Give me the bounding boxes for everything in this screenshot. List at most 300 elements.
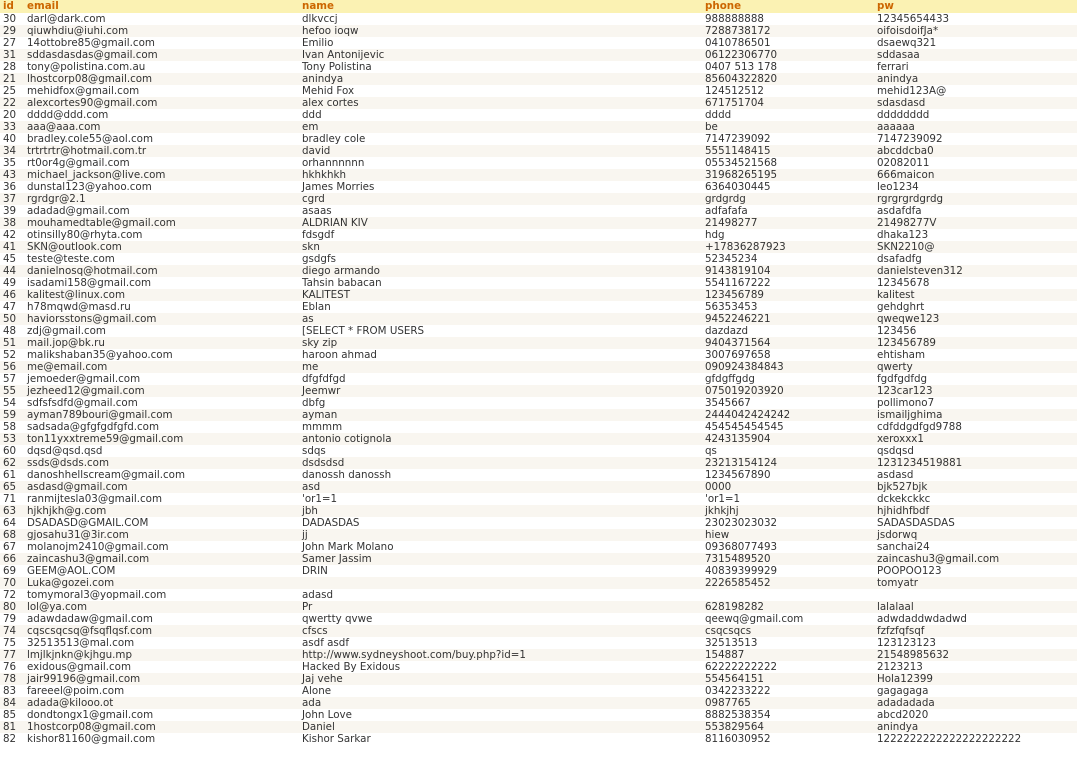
cell-id: 70 <box>0 577 24 589</box>
cell-id: 69 <box>0 565 24 577</box>
cell-pw: Hola12399 <box>874 673 1077 685</box>
table-row <box>0 469 1077 481</box>
cell-email: lol@ya.com <box>24 601 299 613</box>
table-row <box>0 25 1077 37</box>
table-row <box>0 709 1077 721</box>
cell-pw: 02082011 <box>874 157 1077 169</box>
cell-pw: 7147239092 <box>874 133 1077 145</box>
table-row <box>0 49 1077 61</box>
cell-name: antonio cotignola <box>299 433 702 445</box>
table-row <box>0 37 1077 49</box>
cell-id: 65 <box>0 481 24 493</box>
cell-id: 71 <box>0 493 24 505</box>
cell-phone: 0410786501 <box>702 37 874 49</box>
cell-phone: 9143819104 <box>702 265 874 277</box>
table-row <box>0 85 1077 97</box>
cell-name: ayman <box>299 409 702 421</box>
table-row <box>0 349 1077 361</box>
cell-pw: fzfzfqfsqf <box>874 625 1077 637</box>
table-row <box>0 121 1077 133</box>
cell-email: jair99196@gmail.com <box>24 673 299 685</box>
cell-phone: 124512512 <box>702 85 874 97</box>
cell-name: Mehid Fox <box>299 85 702 97</box>
cell-pw: jsdorwq <box>874 529 1077 541</box>
cell-email: mehidfox@gmail.com <box>24 85 299 97</box>
cell-name: Pr <box>299 601 702 613</box>
cell-pw: anindya <box>874 721 1077 733</box>
table-row <box>0 361 1077 373</box>
cell-pw: danielsteven312 <box>874 265 1077 277</box>
cell-id: 74 <box>0 625 24 637</box>
cell-email: teste@teste.com <box>24 253 299 265</box>
cell-id: 77 <box>0 649 24 661</box>
table-row <box>0 313 1077 325</box>
cell-id: 50 <box>0 313 24 325</box>
cell-name: John Love <box>299 709 702 721</box>
cell-name: Alone <box>299 685 702 697</box>
cell-name: Tony Polistina <box>299 61 702 73</box>
cell-phone: 0000 <box>702 481 874 493</box>
table-row <box>0 409 1077 421</box>
cell-email: ayman789bouri@gmail.com <box>24 409 299 421</box>
cell-phone <box>702 589 874 601</box>
cell-name: fdsgdf <box>299 229 702 241</box>
cell-email: 32513513@mal.com <box>24 637 299 649</box>
cell-name: qwertty qvwe <box>299 613 702 625</box>
cell-email: otinsilly80@rhyta.com <box>24 229 299 241</box>
cell-name: alex cortes <box>299 97 702 109</box>
table-row <box>0 613 1077 625</box>
cell-phone: 2226585452 <box>702 577 874 589</box>
cell-id: 66 <box>0 553 24 565</box>
table-row <box>0 133 1077 145</box>
cell-name: James Morries <box>299 181 702 193</box>
table-row <box>0 169 1077 181</box>
cell-phone: 123456789 <box>702 289 874 301</box>
cell-email: hjkhjkh@g.com <box>24 505 299 517</box>
cell-name: diego armando <box>299 265 702 277</box>
cell-email: bradley.cole55@aol.com <box>24 133 299 145</box>
table-row <box>0 157 1077 169</box>
cell-id: 79 <box>0 613 24 625</box>
cell-name: 'or1=1 <box>299 493 702 505</box>
table-row <box>0 661 1077 673</box>
cell-name: DRIN <box>299 565 702 577</box>
table-row <box>0 565 1077 577</box>
cell-phone: 988888888 <box>702 13 874 25</box>
cell-name: asdf asdf <box>299 637 702 649</box>
table-row <box>0 385 1077 397</box>
cell-pw: 2123213 <box>874 661 1077 673</box>
cell-pw: bjk527bjk <box>874 481 1077 493</box>
cell-name: asaas <box>299 205 702 217</box>
cell-email: rt0or4g@gmail.com <box>24 157 299 169</box>
cell-email: rgrdgr@2.1 <box>24 193 299 205</box>
cell-pw: 21548985632 <box>874 649 1077 661</box>
cell-pw: ehtisham <box>874 349 1077 361</box>
table-row <box>0 241 1077 253</box>
cell-name: Eblan <box>299 301 702 313</box>
cell-pw: gehdghrt <box>874 301 1077 313</box>
cell-name: me <box>299 361 702 373</box>
cell-phone: 628198282 <box>702 601 874 613</box>
cell-phone: 09368077493 <box>702 541 874 553</box>
table-row <box>0 553 1077 565</box>
cell-email: Luka@gozei.com <box>24 577 299 589</box>
cell-email: mouhamedtable@gmail.com <box>24 217 299 229</box>
table-row <box>0 673 1077 685</box>
table-row <box>0 253 1077 265</box>
cell-id: 64 <box>0 517 24 529</box>
cell-pw: gagagaga <box>874 685 1077 697</box>
cell-email: dqsd@qsd.qsd <box>24 445 299 457</box>
cell-email: 1hostcorp08@gmail.com <box>24 721 299 733</box>
cell-email: sddasdasdas@gmail.com <box>24 49 299 61</box>
cell-phone: dddd <box>702 109 874 121</box>
cell-email: adadad@gmail.com <box>24 205 299 217</box>
cell-phone: 671751704 <box>702 97 874 109</box>
table-row <box>0 13 1077 25</box>
cell-email: dunstal123@yahoo.com <box>24 181 299 193</box>
cell-pw: dhaka123 <box>874 229 1077 241</box>
cell-id: 82 <box>0 733 24 745</box>
cell-id: 28 <box>0 61 24 73</box>
cell-pw: qsdqsd <box>874 445 1077 457</box>
cell-name: Tahsin babacan <box>299 277 702 289</box>
cell-id: 25 <box>0 85 24 97</box>
cell-email: dddd@ddd.com <box>24 109 299 121</box>
cell-name: orhannnnnn <box>299 157 702 169</box>
cell-phone: 5541167222 <box>702 277 874 289</box>
cell-phone: 85604322820 <box>702 73 874 85</box>
cell-id: 56 <box>0 361 24 373</box>
cell-pw: fgdfgdfdg <box>874 373 1077 385</box>
table-row <box>0 97 1077 109</box>
cell-email: DSADASD@GMAIL.COM <box>24 517 299 529</box>
cell-id: 31 <box>0 49 24 61</box>
cell-pw: abcd2020 <box>874 709 1077 721</box>
cell-phone: 21498277 <box>702 217 874 229</box>
cell-email: me@email.com <box>24 361 299 373</box>
table-row <box>0 325 1077 337</box>
table-row <box>0 229 1077 241</box>
table-row <box>0 421 1077 433</box>
cell-id: 78 <box>0 673 24 685</box>
cell-phone: 554564151 <box>702 673 874 685</box>
cell-id: 62 <box>0 457 24 469</box>
cell-pw: pollimono7 <box>874 397 1077 409</box>
cell-phone: 454545454545 <box>702 421 874 433</box>
cell-id: 48 <box>0 325 24 337</box>
table-row <box>0 217 1077 229</box>
cell-email: michael_jackson@live.com <box>24 169 299 181</box>
cell-email: 14ottobre85@gmail.com <box>24 37 299 49</box>
cell-phone: 32513513 <box>702 637 874 649</box>
cell-name: dfgfdfgd <box>299 373 702 385</box>
cell-pw: qwerty <box>874 361 1077 373</box>
cell-id: 52 <box>0 349 24 361</box>
cell-phone: 553829564 <box>702 721 874 733</box>
table-row <box>0 181 1077 193</box>
cell-email: sadsada@gfgfgdfgfd.com <box>24 421 299 433</box>
cell-phone: 0342233222 <box>702 685 874 697</box>
cell-pw: 21498277V <box>874 217 1077 229</box>
cell-id: 80 <box>0 601 24 613</box>
cell-phone: gfdgffgdg <box>702 373 874 385</box>
table-row <box>0 481 1077 493</box>
table-body <box>0 13 1077 745</box>
cell-email: haviorsstons@gmail.com <box>24 313 299 325</box>
cell-name: haroon ahmad <box>299 349 702 361</box>
table-row <box>0 301 1077 313</box>
cell-pw: anindya <box>874 73 1077 85</box>
cell-pw: 1231234519881 <box>874 457 1077 469</box>
table-row <box>0 517 1077 529</box>
cell-id: 57 <box>0 373 24 385</box>
table-row <box>0 625 1077 637</box>
cell-pw: sanchai24 <box>874 541 1077 553</box>
cell-email: adawdadaw@gmail.com <box>24 613 299 625</box>
cell-id: 30 <box>0 13 24 25</box>
cell-name: bradley cole <box>299 133 702 145</box>
cell-name: dlkvccj <box>299 13 702 25</box>
table-row <box>0 433 1077 445</box>
cell-id: 29 <box>0 25 24 37</box>
cell-name: sdqs <box>299 445 702 457</box>
cell-id: 44 <box>0 265 24 277</box>
cell-phone: hdg <box>702 229 874 241</box>
cell-id: 47 <box>0 301 24 313</box>
cell-id: 41 <box>0 241 24 253</box>
cell-id: 67 <box>0 541 24 553</box>
cell-name: skn <box>299 241 702 253</box>
table-row <box>0 61 1077 73</box>
cell-phone: 8882538354 <box>702 709 874 721</box>
cell-phone: 40839399929 <box>702 565 874 577</box>
cell-name: jbh <box>299 505 702 517</box>
cell-email: darl@dark.com <box>24 13 299 25</box>
cell-phone: 23023023032 <box>702 517 874 529</box>
column-header-name: name <box>299 0 702 13</box>
cell-id: 38 <box>0 217 24 229</box>
table-row <box>0 289 1077 301</box>
cell-name: Ivan Antonijevic <box>299 49 702 61</box>
cell-id: 53 <box>0 433 24 445</box>
cell-id: 21 <box>0 73 24 85</box>
cell-pw: 123123123 <box>874 637 1077 649</box>
cell-phone: 06122306770 <box>702 49 874 61</box>
cell-pw: SADASDASDAS <box>874 517 1077 529</box>
cell-email: tony@polistina.com.au <box>24 61 299 73</box>
cell-pw: 123car123 <box>874 385 1077 397</box>
table-row <box>0 109 1077 121</box>
cell-name: KALITEST <box>299 289 702 301</box>
cell-name: adasd <box>299 589 702 601</box>
cell-pw: leo1234 <box>874 181 1077 193</box>
cell-name: Jaj vehe <box>299 673 702 685</box>
cell-name: david <box>299 145 702 157</box>
cell-id: 60 <box>0 445 24 457</box>
cell-name: Daniel <box>299 721 702 733</box>
cell-pw <box>874 589 1077 601</box>
cell-name: hefoo ioqw <box>299 25 702 37</box>
cell-phone: 62222222222 <box>702 661 874 673</box>
cell-phone: 4243135904 <box>702 433 874 445</box>
cell-phone: 075019203920 <box>702 385 874 397</box>
cell-pw: 12345654433 <box>874 13 1077 25</box>
cell-pw: SKN2210@ <box>874 241 1077 253</box>
cell-name: cgrd <box>299 193 702 205</box>
table-row <box>0 277 1077 289</box>
cell-pw: qweqwe123 <box>874 313 1077 325</box>
cell-name: Samer Jassim <box>299 553 702 565</box>
cell-email: isadami158@gmail.com <box>24 277 299 289</box>
cell-name: Hacked By Exidous <box>299 661 702 673</box>
cell-email: lhostcorp08@gmail.com <box>24 73 299 85</box>
cell-phone: 8116030952 <box>702 733 874 745</box>
cell-id: 72 <box>0 589 24 601</box>
cell-email: ssds@dsds.com <box>24 457 299 469</box>
cell-phone: 2444042424242 <box>702 409 874 421</box>
cell-phone: qeewq@gmail.com <box>702 613 874 625</box>
cell-pw: abcddcba0 <box>874 145 1077 157</box>
cell-phone: 05534521568 <box>702 157 874 169</box>
cell-id: 40 <box>0 133 24 145</box>
table-row <box>0 637 1077 649</box>
cell-name: jj <box>299 529 702 541</box>
cell-pw: POOPOO123 <box>874 565 1077 577</box>
cell-pw: tomyatr <box>874 577 1077 589</box>
cell-id: 55 <box>0 385 24 397</box>
table-row <box>0 337 1077 349</box>
cell-phone: 090924384843 <box>702 361 874 373</box>
cell-pw: 1222222222222222222222 <box>874 733 1077 745</box>
table-row <box>0 721 1077 733</box>
table-row <box>0 445 1077 457</box>
cell-phone: 7147239092 <box>702 133 874 145</box>
cell-id: 85 <box>0 709 24 721</box>
cell-email: danielnosq@hotmail.com <box>24 265 299 277</box>
table-row <box>0 397 1077 409</box>
cell-phone: 7288738172 <box>702 25 874 37</box>
cell-pw: adwdaddwdadwd <box>874 613 1077 625</box>
cell-phone: csqcsqcs <box>702 625 874 637</box>
cell-id: 51 <box>0 337 24 349</box>
cell-pw: sddasaa <box>874 49 1077 61</box>
table-row <box>0 697 1077 709</box>
cell-name: DADASDAS <box>299 517 702 529</box>
cell-name: Jeemwr <box>299 385 702 397</box>
cell-pw: ismailjghima <box>874 409 1077 421</box>
cell-name: John Mark Molano <box>299 541 702 553</box>
cell-email: malikshaban35@yahoo.com <box>24 349 299 361</box>
cell-pw: 123456789 <box>874 337 1077 349</box>
cell-phone: 23213154124 <box>702 457 874 469</box>
cell-pw: ferrari <box>874 61 1077 73</box>
cell-phone: 'or1=1 <box>702 493 874 505</box>
cell-phone: +17836287923 <box>702 241 874 253</box>
table-row <box>0 589 1077 601</box>
cell-phone: 5551148415 <box>702 145 874 157</box>
cell-phone: 31968265195 <box>702 169 874 181</box>
cell-phone: 3007697658 <box>702 349 874 361</box>
cell-email: mail.jop@bk.ru <box>24 337 299 349</box>
cell-phone: grdgrdg <box>702 193 874 205</box>
cell-pw: xeroxxx1 <box>874 433 1077 445</box>
cell-email: kalitest@linux.com <box>24 289 299 301</box>
cell-id: 68 <box>0 529 24 541</box>
cell-name: gsdgfs <box>299 253 702 265</box>
cell-name: [SELECT * FROM USERS <box>299 325 702 337</box>
table-row <box>0 73 1077 85</box>
cell-email: kishor81160@gmail.com <box>24 733 299 745</box>
cell-pw: kalitest <box>874 289 1077 301</box>
cell-id: 59 <box>0 409 24 421</box>
cell-name: dsdsdsd <box>299 457 702 469</box>
cell-email: adada@kilooo.ot <box>24 697 299 709</box>
cell-email: gjosahu31@3ir.com <box>24 529 299 541</box>
cell-id: 49 <box>0 277 24 289</box>
table-row <box>0 529 1077 541</box>
cell-name: as <box>299 313 702 325</box>
cell-email: aaa@aaa.com <box>24 121 299 133</box>
table-row <box>0 541 1077 553</box>
cell-email: exidous@gmail.com <box>24 661 299 673</box>
cell-name: asd <box>299 481 702 493</box>
cell-email: zaincashu3@gmail.com <box>24 553 299 565</box>
cell-id: 75 <box>0 637 24 649</box>
cell-email: jezheed12@gmail.com <box>24 385 299 397</box>
cell-name: dbfg <box>299 397 702 409</box>
cell-pw: asdasd <box>874 469 1077 481</box>
cell-pw: 666maicon <box>874 169 1077 181</box>
cell-pw: adadadada <box>874 697 1077 709</box>
cell-id: 81 <box>0 721 24 733</box>
cell-id: 34 <box>0 145 24 157</box>
cell-name: cfscs <box>299 625 702 637</box>
table-row <box>0 505 1077 517</box>
cell-name <box>299 577 702 589</box>
cell-pw: cdfddgdfgd9788 <box>874 421 1077 433</box>
cell-pw: aaaaaa <box>874 121 1077 133</box>
cell-email: fareeel@poim.com <box>24 685 299 697</box>
table-row <box>0 457 1077 469</box>
cell-id: 61 <box>0 469 24 481</box>
cell-email: SKN@outlook.com <box>24 241 299 253</box>
cell-pw: hjhidhfbdf <box>874 505 1077 517</box>
cell-id: 43 <box>0 169 24 181</box>
cell-id: 63 <box>0 505 24 517</box>
cell-phone: 1234567890 <box>702 469 874 481</box>
cell-email: asdasd@gmail.com <box>24 481 299 493</box>
table-row <box>0 601 1077 613</box>
cell-pw: rgrgrgrdgrdg <box>874 193 1077 205</box>
cell-email: zdj@gmail.com <box>24 325 299 337</box>
cell-phone: dazdazd <box>702 325 874 337</box>
cell-id: 33 <box>0 121 24 133</box>
cell-email: cqscsqcsq@fsqflqsf.com <box>24 625 299 637</box>
cell-email: h78mqwd@masd.ru <box>24 301 299 313</box>
cell-name: danossh danossh <box>299 469 702 481</box>
cell-phone: 6364030445 <box>702 181 874 193</box>
cell-phone: 52345234 <box>702 253 874 265</box>
cell-id: 20 <box>0 109 24 121</box>
cell-id: 84 <box>0 697 24 709</box>
cell-email: trtrtrtr@hotmail.com.tr <box>24 145 299 157</box>
cell-email: ranmijtesla03@gmail.com <box>24 493 299 505</box>
table-row <box>0 205 1077 217</box>
cell-phone: 9404371564 <box>702 337 874 349</box>
